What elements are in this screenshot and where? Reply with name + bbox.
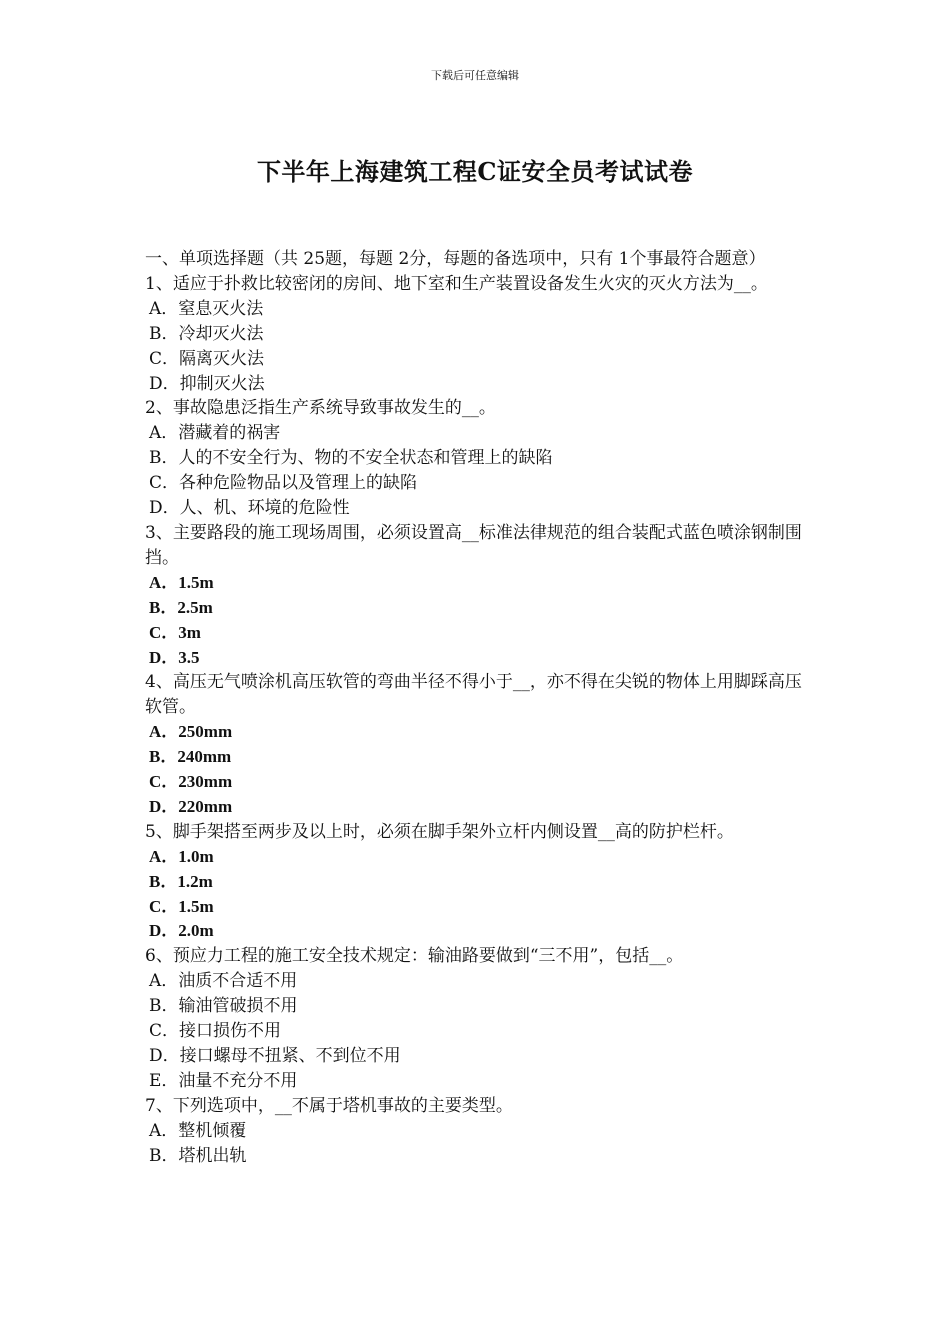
option-d: D．3.5 bbox=[149, 647, 200, 667]
option-c: C．各种危险物品以及管理上的缺陷 bbox=[149, 473, 418, 494]
question-1 bbox=[145, 272, 807, 397]
exam-content bbox=[145, 247, 807, 1169]
option-a: A．窒息灭火法 bbox=[149, 298, 264, 319]
option-a: A．潜藏着的祸害 bbox=[149, 423, 281, 444]
document-title: 下半年上海建筑工程C证安全员考试试卷 bbox=[256, 157, 694, 186]
question-7 bbox=[145, 1094, 807, 1169]
question-5 bbox=[145, 820, 807, 945]
question-6 bbox=[145, 944, 807, 1093]
question-stem: 3、主要路段的施工现场周围，必须设置高__标准法律规范的组合装配式蓝色喷涂钢制围挡。 bbox=[145, 522, 802, 568]
option-b: B．塔机出轨 bbox=[149, 1145, 247, 1166]
option-a: A．1.5m bbox=[149, 572, 214, 592]
option-c: C．接口损伤不用 bbox=[149, 1021, 282, 1042]
option-b: B．人的不安全行为、物的不安全状态和管理上的缺陷 bbox=[149, 448, 553, 469]
option-b: B．输油管破损不用 bbox=[149, 996, 298, 1017]
option-b: B．2.5m bbox=[149, 597, 213, 617]
option-a: A．整机倾覆 bbox=[149, 1120, 247, 1141]
question-stem: 4、高压无气喷涂机高压软管的弯曲半径不得小于__，亦不得在尖锐的物体上用脚踩高压软管。 bbox=[145, 672, 802, 718]
option-d: D．2.0m bbox=[149, 921, 214, 941]
question-3 bbox=[145, 521, 807, 670]
option-d: D．人、机、环境的危险性 bbox=[149, 498, 350, 519]
option-a: A．1.0m bbox=[149, 846, 214, 866]
option-d: D．220mm bbox=[149, 796, 233, 816]
option-a: A．250mm bbox=[149, 722, 233, 742]
question-2 bbox=[145, 396, 807, 521]
header-note: 下载后可任意编辑 bbox=[431, 69, 519, 82]
option-d: D．抑制灭火法 bbox=[149, 373, 265, 394]
option-a: A．油质不合适不用 bbox=[149, 971, 298, 992]
question-stem: 2、事故隐患泛指生产系统导致事故发生的__。 bbox=[145, 398, 496, 419]
option-b: B．240mm bbox=[149, 747, 232, 767]
section-heading: 一、单项选择题（共 25题，每题 2分，每题的备选项中，只有 1个事最符合题意） bbox=[145, 249, 766, 269]
option-c: C．隔离灭火法 bbox=[149, 348, 265, 369]
question-stem: 7、下列选项中，__不属于塔机事故的主要类型。 bbox=[145, 1095, 513, 1116]
question-stem: 5、脚手架搭至两步及以上时，必须在脚手架外立杆内侧设置__高的防护栏杆。 bbox=[145, 821, 734, 842]
question-stem: 6、预应力工程的施工安全技术规定：输油路要做到“三不用”，包括__。 bbox=[145, 946, 684, 967]
option-b: B．1.2m bbox=[149, 871, 213, 891]
option-d: D．接口螺母不扭紧、不到位不用 bbox=[149, 1046, 401, 1066]
question-stem: 1、适应于扑救比较密闭的房间、地下室和生产装置设备发生火灾的灭火方法为__。 bbox=[145, 273, 768, 294]
option-b: B．冷却灭火法 bbox=[149, 323, 264, 344]
option-e: E．油量不充分不用 bbox=[149, 1070, 298, 1091]
option-c: C．230mm bbox=[149, 772, 233, 792]
option-c: C．3m bbox=[149, 622, 201, 642]
option-c: C．1.5m bbox=[149, 896, 214, 916]
question-4 bbox=[145, 670, 807, 819]
